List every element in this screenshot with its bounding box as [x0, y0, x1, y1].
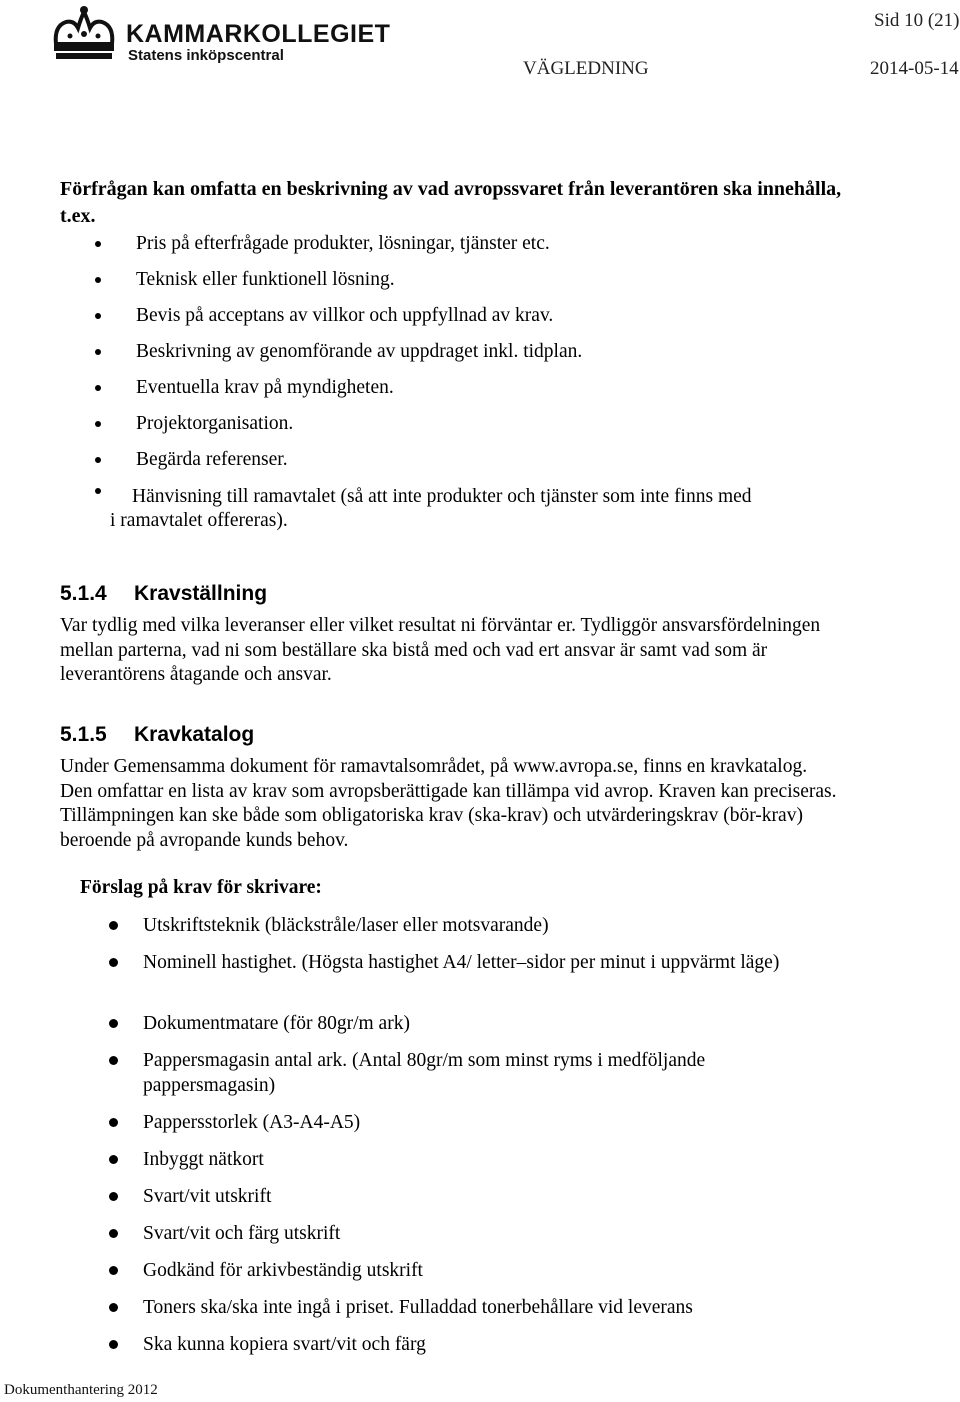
- bullet-icon: [109, 921, 118, 930]
- response-content-list: [0, 232, 900, 533]
- list-item: Pappersmagasin antal ark. (Antal 80gr/m som minst ryms i medföljande pappersmagasin): [0, 1049, 783, 1111]
- bullet-icon: [109, 1229, 118, 1238]
- list-item: Beskrivning av genomförande av uppdraget inkl. tidplan.: [0, 340, 900, 376]
- section-heading-kravkatalog: 5.1.5 Kravkatalog: [60, 723, 255, 746]
- list-item: Pappersstorlek (A3-A4-A5): [0, 1111, 900, 1148]
- list-item: Hänvisning till ramavtalet (så att inte produkter och tjänster som inte finns med i ramavtalet offereras).: [0, 485, 900, 533]
- bullet-icon: [109, 1303, 118, 1312]
- list-item: Inbyggt nätkort: [0, 1148, 900, 1185]
- page-number: Sid 10 (21): [874, 10, 960, 31]
- bullet-icon: [95, 457, 101, 463]
- list-item: Dokumentmatare (för 80gr/m ark): [0, 1012, 900, 1049]
- list-item: Teknisk eller funktionell lösning.: [0, 268, 900, 304]
- list-item: Bevis på acceptans av villkor och uppfyllnad av krav.: [0, 304, 900, 340]
- list-item: Eventuella krav på myndigheten.: [0, 376, 900, 412]
- list-item: Toners ska/ska inte ingå i priset. Fulladdad tonerbehållare vid leverans: [0, 1296, 900, 1333]
- list-item: Begärda referenser.: [0, 448, 900, 485]
- list-item: Nominell hastighet. (Högsta hastighet A4/ letter–sidor per minut i uppvärmt läge): [0, 951, 823, 1012]
- document-date: 2014-05-14: [870, 58, 959, 79]
- bullet-icon: [95, 421, 101, 427]
- list-item: Pris på efterfrågade produkter, lösningar, tjänster etc.: [0, 232, 900, 268]
- intro-paragraph: Förfrågan kan omfatta en beskrivning av vad avropssvaret från leverantören ska innehålla, t.ex.: [60, 178, 842, 227]
- section-body-kravkatalog: Under Gemensamma dokument för ramavtalsområdet, på www.avropa.se, finns en kravkatalog. Den omfattar en lista av krav som avropsberättigade kan tillämpa vid avrop. Kraven kan preciseras. Tillämpningen kan ske både som obligatoriska krav (ska-krav) och utvärderingskrav (bör-krav) beroende på avropande kunds behov.: [60, 756, 837, 851]
- list-item: Projektorganisation.: [0, 412, 900, 448]
- bullet-icon: [95, 277, 101, 283]
- list-item: Utskriftsteknik (bläckstråle/laser eller motsvarande): [0, 914, 900, 951]
- list-item: Svart/vit utskrift: [0, 1185, 900, 1222]
- bullet-icon: [95, 241, 101, 247]
- crown-icon: [48, 4, 120, 62]
- logo-name: KAMMARKOLLEGIET: [126, 20, 391, 48]
- logo-subtitle: Statens inköpscentral: [128, 47, 284, 64]
- bullet-icon: [109, 1056, 118, 1065]
- list-item: Ska kunna kopiera svart/vit och färg: [0, 1333, 900, 1370]
- bullet-icon: [109, 1155, 118, 1164]
- footer-text: Dokumenthantering 2012: [4, 1382, 158, 1398]
- bullet-icon: [95, 313, 101, 319]
- bullet-icon: [109, 1266, 118, 1275]
- printer-requirements-list: [0, 914, 900, 1370]
- bullet-icon: [109, 958, 118, 967]
- printer-requirements-heading: Förslag på krav för skrivare:: [80, 877, 322, 898]
- bullet-icon: [109, 1118, 118, 1127]
- bullet-icon: [109, 1192, 118, 1201]
- document-type: VÄGLEDNING: [523, 58, 649, 79]
- list-item: Godkänd för arkivbeständig utskrift: [0, 1259, 900, 1296]
- bullet-icon: [109, 1019, 118, 1028]
- section-heading-kravstallning: 5.1.4 Kravställning: [60, 582, 268, 605]
- bullet-icon: [95, 488, 101, 494]
- bullet-icon: [109, 1340, 118, 1349]
- list-item: Svart/vit och färg utskrift: [0, 1222, 900, 1259]
- bullet-icon: [95, 349, 101, 355]
- bullet-icon: [95, 385, 101, 391]
- kammarkollegiet-logo: [48, 4, 391, 64]
- section-body-kravstallning: Var tydlig med vilka leveranser eller vilket resultat ni förväntar er. Tydliggör ansvarsfördelningen mellan parterna, vad ni som beställare ska bistå med och vad ert ansvar är samt vad som är leverantörens åtagande och ansvar.: [60, 615, 821, 685]
